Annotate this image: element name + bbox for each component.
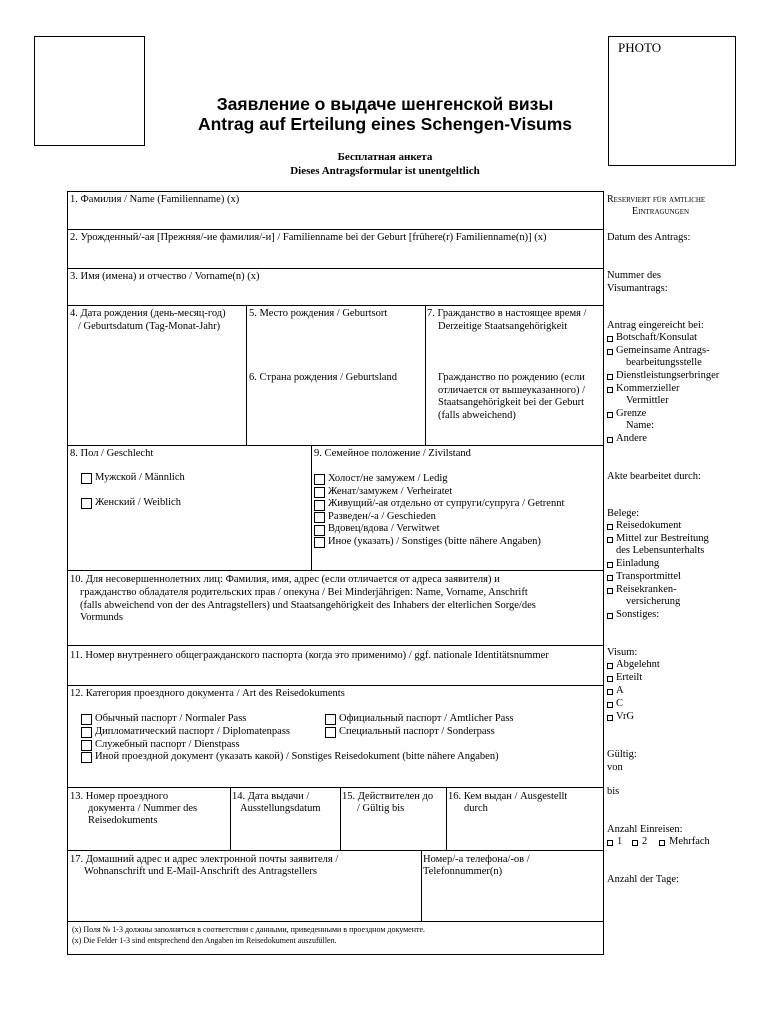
female-label: Женский / Weiblich xyxy=(95,497,181,508)
civil-status-checkbox[interactable] xyxy=(314,525,325,536)
field-9-label: 9. Семейное положение / Zivilstand xyxy=(314,448,471,459)
field-13-label-2: документа / Nummer des xyxy=(88,803,198,814)
field-6-label: 6. Страна рождения / Geburtsland xyxy=(249,372,397,383)
application-number-label-2: Visumantrags: xyxy=(607,283,668,294)
entries-label: Anzahl Einreisen: xyxy=(607,824,683,835)
field-10-line3: (falls abweichend von der des Antragstellers) und Staatsangehörigkeit des Inhabers der elterlichen Sorge/des xyxy=(80,600,536,611)
civil-status-checkbox[interactable] xyxy=(314,500,325,511)
checkbox-icon xyxy=(607,336,613,342)
visa-label: Visum: xyxy=(607,647,638,658)
entries-option: 2 xyxy=(642,836,648,847)
line xyxy=(67,445,604,446)
field-4-label: 4. Дата рождения (день-месяц-год) xyxy=(70,308,226,319)
checkbox-icon xyxy=(607,537,613,543)
free-de: Dieses Antragsformular ist unentgeltlich xyxy=(290,165,480,177)
other-document-checkbox[interactable] xyxy=(81,752,92,763)
checkbox-icon xyxy=(607,613,613,619)
field-7b-line4: (falls abweichend) xyxy=(438,410,516,421)
line xyxy=(67,921,604,922)
official-header: Reserviert für amtliche xyxy=(607,194,706,205)
documents-option: Transportmittel xyxy=(616,571,681,582)
normal-passport-checkbox[interactable] xyxy=(81,714,92,725)
field-14-label: 14. Дата выдачи / xyxy=(232,791,310,802)
line xyxy=(67,685,604,686)
line xyxy=(446,787,447,850)
checkbox-icon xyxy=(607,840,613,846)
field-14-label-2: Ausstellungsdatum xyxy=(240,803,321,814)
official-passport-checkbox[interactable] xyxy=(325,714,336,725)
checkbox-icon xyxy=(632,840,638,846)
visa-option: C xyxy=(616,698,624,709)
application-date-label: Datum des Antrags: xyxy=(607,232,691,243)
field-13-label-3: Reisedokuments xyxy=(88,815,158,826)
official-passport-label: Официальный паспорт / Amtlicher Pass xyxy=(339,713,514,724)
field-15-label-2: / Gültig bis xyxy=(357,803,405,814)
field-16-label-2: durch xyxy=(464,803,488,814)
civil-status-option: Иное (указать) / Sonstiges (bitte nähere Angaben) xyxy=(328,536,541,547)
field-13-label: 13. Номер проездного xyxy=(70,791,169,802)
entries-option: 1 xyxy=(617,836,623,847)
submitted-option: Kommerzieller xyxy=(616,383,680,394)
field-10-line1: 10. Для несовершеннолетних лиц: Фамилия, имя, адрес (если отличается от адреса заявителя) и xyxy=(70,574,500,585)
field-7b-line3: Staatsangehörigkeit bei der Geburt xyxy=(438,397,585,408)
civil-status-option: Разведен/-а / Geschieden xyxy=(328,511,436,522)
field-7-label: 7. Гражданство в настоящее время / xyxy=(427,308,587,319)
entries-option: Mehrfach xyxy=(669,836,710,847)
submitted-option: Botschaft/Konsulat xyxy=(616,332,698,343)
documents-option: Reisekranken- xyxy=(616,584,677,595)
documents-option: Mittel zur Bestreitung xyxy=(616,533,709,544)
male-label: Мужской / Männlich xyxy=(95,472,185,483)
line xyxy=(230,787,231,850)
documents-option: Einladung xyxy=(616,558,660,569)
title-de: Antrag auf Erteilung eines Schengen-Visums xyxy=(197,114,573,134)
checkbox-icon xyxy=(607,575,613,581)
field-16-label: 16. Кем выдан / Ausgestellt xyxy=(448,791,568,802)
civil-status-checkbox[interactable] xyxy=(314,512,325,523)
submitted-option-cont: Vermittler xyxy=(626,395,669,406)
line xyxy=(67,305,604,306)
field-17-label-2: Wohnanschrift und E-Mail-Anschrift des Antragstellers xyxy=(84,866,318,877)
male-checkbox[interactable] xyxy=(81,473,92,484)
submitted-option: Andere xyxy=(616,433,647,444)
checkbox-icon xyxy=(607,437,613,443)
checkbox-icon xyxy=(607,715,613,721)
documents-option-cont: des Lebensunterhalts xyxy=(616,545,705,556)
field-15-label: 15. Действителен до xyxy=(342,791,434,802)
valid-from-label: von xyxy=(607,762,623,773)
visa-option: A xyxy=(616,685,624,696)
field-8-label: 8. Пол / Geschlecht xyxy=(70,448,154,459)
visa-option: Erteilt xyxy=(616,672,643,683)
civil-status-checkbox[interactable] xyxy=(314,487,325,498)
footnote-de: (x) Die Felder 1-3 sind entsprechend den Angaben im Reisedokument auszufüllen. xyxy=(72,936,337,945)
checkbox-icon xyxy=(607,349,613,355)
documents-option: Sonstiges: xyxy=(616,609,660,620)
field-7-label-de: Derzeitige Staatsangehörigkeit xyxy=(438,321,568,332)
field-10-line2: гражданство обладателя родительских прав / опекуна / Bei Minderjährigen: Name, Vorname, Anschrift xyxy=(80,587,528,598)
checkbox-icon xyxy=(607,562,613,568)
checkbox-icon xyxy=(659,840,665,846)
valid-label: Gültig: xyxy=(607,749,637,760)
civil-status-checkbox[interactable] xyxy=(314,537,325,548)
line xyxy=(421,850,422,921)
civil-status-option: Женат/замужем / Verheiratet xyxy=(328,486,453,497)
submitted-option-cont: Name: xyxy=(626,420,654,431)
service-passport-checkbox[interactable] xyxy=(81,740,92,751)
checkbox-icon xyxy=(607,524,613,530)
official-header-2: Eintragungen xyxy=(632,206,690,217)
valid-until-label: bis xyxy=(607,786,620,797)
visa-option: VrG xyxy=(616,711,635,722)
submitted-option: Gemeinsame Antrags- xyxy=(616,345,710,356)
field-11-label: 11. Номер внутреннего общегражданского паспорта (когда это применимо) / ggf. nationale Identitätsnummer xyxy=(70,650,549,661)
diplomatic-passport-checkbox[interactable] xyxy=(81,727,92,738)
documents-option: Reisedokument xyxy=(616,520,682,531)
checkbox-icon xyxy=(607,702,613,708)
civil-status-option: Живущий/-ая отдельно от супруги/супруга / Getrennt xyxy=(328,498,565,509)
line xyxy=(67,268,604,269)
civil-status-checkbox[interactable] xyxy=(314,474,325,485)
field-12-label: 12. Категория проездного документа / Art des Reisedokuments xyxy=(70,688,345,699)
field-2-label: 2. Урожденный/-ая [Прежняя/-ие фамилия/-и] / Familienname bei der Geburt [frühere(r) Familienname(n)] (x) xyxy=(70,232,547,243)
phone-label: Номер/-а телефона/-ов / xyxy=(423,854,530,865)
civil-status-option: Вдовец/вдова / Verwitwet xyxy=(328,523,440,534)
civil-status-option: Холост/не замужем / Ledig xyxy=(328,473,448,484)
checkbox-icon xyxy=(607,387,613,393)
special-passport-label: Специальный паспорт / Sonderpass xyxy=(339,726,495,737)
field-17-label: 17. Домашний адрес и адрес электронной почты заявителя / xyxy=(70,854,339,865)
visa-option: Abgelehnt xyxy=(616,659,660,670)
field-5-label: 5. Место рождения / Geburtsort xyxy=(249,308,388,319)
submitted-at-label: Antrag eingereicht bei: xyxy=(607,320,704,331)
documents-option-cont: versicherung xyxy=(626,596,681,607)
photo-label: PHOTO xyxy=(618,40,662,55)
service-passport-label: Служебный паспорт / Dienstpass xyxy=(95,739,240,750)
line xyxy=(311,445,312,570)
checkbox-icon xyxy=(607,374,613,380)
other-document-label: Иной проездной документ (указать какой) / Sonstiges Reisedokument (bitte nähere Angaben) xyxy=(95,751,499,762)
line xyxy=(67,645,604,646)
checkbox-icon xyxy=(607,663,613,669)
field-4-label-de: / Geburtsdatum (Tag-Monat-Jahr) xyxy=(78,321,221,332)
checkbox-icon xyxy=(607,676,613,682)
free-ru: Бесплатная анкета xyxy=(337,151,433,163)
special-passport-checkbox[interactable] xyxy=(325,727,336,738)
line xyxy=(340,787,341,850)
submitted-option-cont: bearbeitungsstelle xyxy=(626,357,702,368)
submitted-option: Dienstleistungserbringer xyxy=(616,370,720,381)
line xyxy=(246,305,247,445)
field-3-label: 3. Имя (имена) и отчество / Vorname(n) (x) xyxy=(70,271,260,282)
checkbox-icon xyxy=(607,689,613,695)
field-1-label: 1. Фамилия / Name (Familienname) (x) xyxy=(70,194,240,205)
field-10-line4: Vormunds xyxy=(80,612,123,623)
days-label: Anzahl der Tage: xyxy=(607,874,679,885)
line xyxy=(67,850,604,851)
female-checkbox[interactable] xyxy=(81,498,92,509)
checkbox-icon xyxy=(607,412,613,418)
diplomatic-passport-label: Дипломатический паспорт / Diplomatenpass xyxy=(95,726,291,737)
normal-passport-label: Обычный паспорт / Normaler Pass xyxy=(95,713,247,724)
line xyxy=(67,229,604,230)
footnote-ru: (x) Поля № 1-3 должны заполняться в соответствии с данными, приведенными в проездном документе. xyxy=(72,925,426,934)
line xyxy=(425,305,426,445)
title-ru: Заявление о выдаче шенгенской визы xyxy=(216,94,554,114)
line xyxy=(67,570,604,571)
field-7b-line1: Гражданство по рождению (если xyxy=(438,372,585,383)
submitted-option: Grenze xyxy=(616,408,647,419)
documents-label: Belege: xyxy=(607,508,640,519)
field-7b-line2: отличается от вышеуказанного) / xyxy=(438,385,586,396)
phone-label-2: Telefonnummer(n) xyxy=(423,866,503,877)
line xyxy=(67,787,604,788)
application-number-label: Nummer des xyxy=(607,270,661,281)
processed-by-label: Akte bearbeitet durch: xyxy=(607,471,701,482)
checkbox-icon xyxy=(607,588,613,594)
